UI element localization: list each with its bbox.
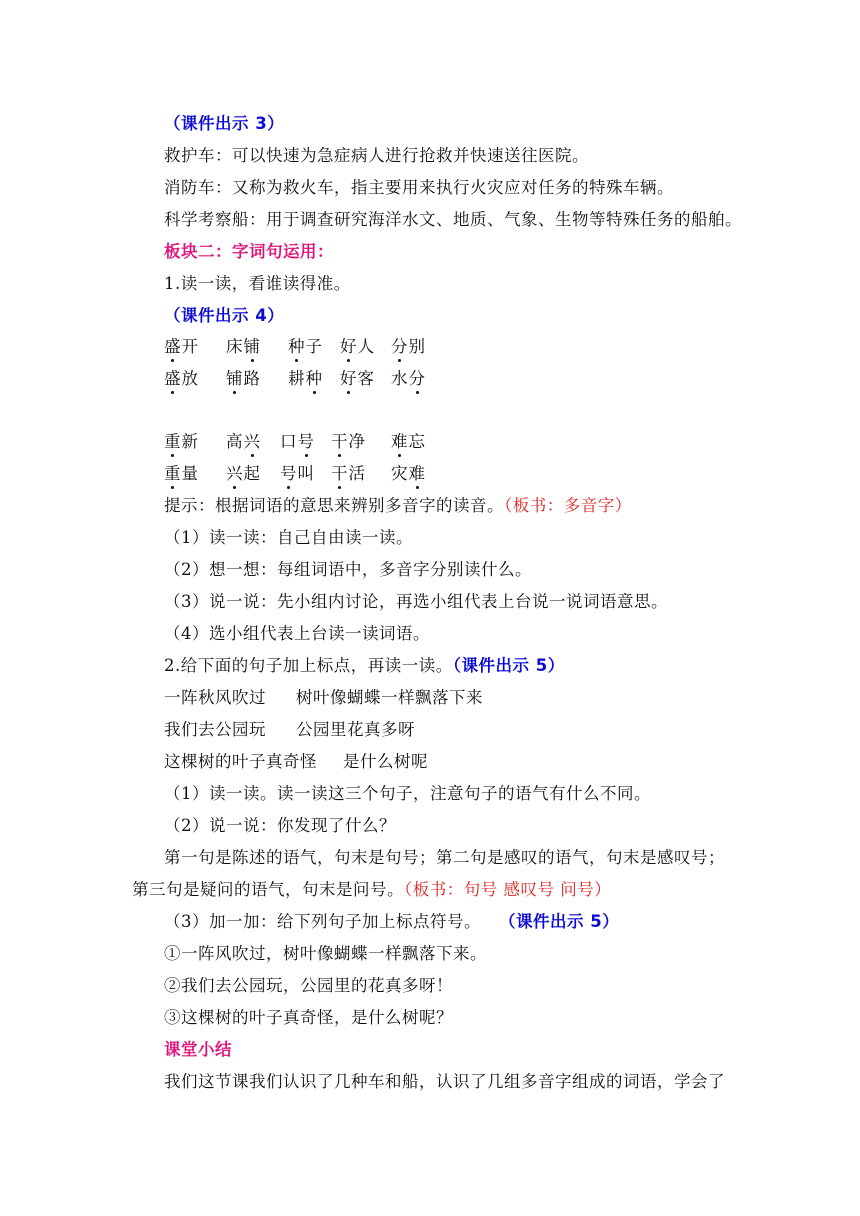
word-group-10-row-1: 难忘 [391,432,426,451]
board-note-punctuation: （板书：句号 感叹号 问号） [404,880,612,899]
sentence-2-part-a: 我们去公园玩 [164,720,266,739]
explanation-line-2: 第三句是疑问的语气，句末是问号。（板书：句号 感叹号 问号） [132,880,612,899]
word-group-1-row-1: 盛开 [164,337,199,356]
word-group-4-row-1: 好人 [340,337,375,356]
board-note-polyphone: （板书：多音字） [504,496,632,515]
step-2-think: （2）想一想：每组词语中，多音字分别读什么。 [164,560,532,579]
step-3-add-punctuation: （3）加一加：给下列句子加上标点符号。 （课件出示 5） [164,912,620,931]
paragraph-ambulance: 救护车：可以快速为急症病人进行抢救并快速送往医院。 [164,146,589,165]
word-group-7-row-2: 兴起 [226,464,261,483]
exercise-2-title: 2.给下面的句子加上标点，再读一读。（课件出示 5） [164,656,565,675]
courseware-label-3: （课件出示 3） [164,114,285,133]
sentence-1-part-a: 一阵秋风吹过 [164,688,266,707]
section-heading-2: 板块二：字词句运用： [164,242,334,261]
word-group-5-row-2: 水分 [391,369,426,388]
step-4-read-aloud: （4）选小组代表上台读一读词语。 [164,624,430,643]
step-3-discuss: （3）说一说：先小组内讨论，再选小组代表上台说一说词语意思。 [164,592,668,611]
step-1-read-sentences: （1）读一读。读一读这三个句子，注意句子的语气有什么不同。 [164,784,651,803]
word-group-1-row-2: 盛放 [164,369,199,388]
summary-paragraph: 我们这节课我们认识了几种车和船，认识了几组多音字组成的词语，学会了 [164,1072,725,1091]
word-group-2-row-2: 铺路 [226,369,261,388]
paragraph-fire-truck: 消防车：又称为救火车，指主要用来执行火灾应对任务的特殊车辆。 [164,178,674,197]
explanation-line-1: 第一句是陈述的语气，句末是句号；第二句是感叹的语气，句末是感叹号； [164,848,725,867]
word-group-2-row-1: 床铺 [226,337,261,356]
word-group-9-row-1: 干净 [331,432,366,451]
word-group-6-row-1: 重新 [164,432,199,451]
word-group-5-row-1: 分别 [391,337,426,356]
courseware-label-5: （课件出示 5） [452,656,565,675]
summary-heading: 课堂小结 [164,1040,232,1059]
answer-3: ③这棵树的叶子真奇怪，是什么树呢？ [164,1008,453,1027]
word-group-3-row-2: 耕种 [288,369,323,388]
answer-1: ①一阵风吹过，树叶像蝴蝶一样飘落下来。 [164,944,487,963]
hint-paragraph: 提示：根据词语的意思来辨别多音字的读音。（板书：多音字） [164,496,632,515]
word-group-10-row-2: 灾难 [391,464,426,483]
answer-2: ②我们去公园玩，公园里的花真多呀！ [164,976,453,995]
word-group-6-row-2: 重量 [164,464,199,483]
word-group-3-row-1: 种子 [288,337,323,356]
sentence-3-part-b: 是什么树呢 [343,752,428,771]
word-group-9-row-2: 干活 [331,464,366,483]
sentence-1-part-b: 树叶像蝴蝶一样飘落下来 [296,688,483,707]
courseware-label-4: （课件出示 4） [164,306,285,325]
sentence-2-part-b: 公园里花真多呀 [296,720,415,739]
sentence-3-part-a: 这棵树的叶子真奇怪 [164,752,317,771]
courseware-label-5b: （课件出示 5） [499,912,620,931]
step-1-read: （1）读一读：自己自由读一读。 [164,528,413,547]
paragraph-research-ship: 科学考察船：用于调查研究海洋水文、地质、气象、生物等特殊任务的船舶。 [164,210,742,229]
word-group-4-row-2: 好客 [340,369,375,388]
word-group-7-row-1: 高兴 [226,432,261,451]
exercise-1-title: 1.读一读，看谁读得准。 [164,274,351,293]
word-group-8-row-1: 口号 [280,432,315,451]
step-2-discover: （2）说一说：你发现了什么？ [164,816,396,835]
word-group-8-row-2: 号叫 [280,464,315,483]
